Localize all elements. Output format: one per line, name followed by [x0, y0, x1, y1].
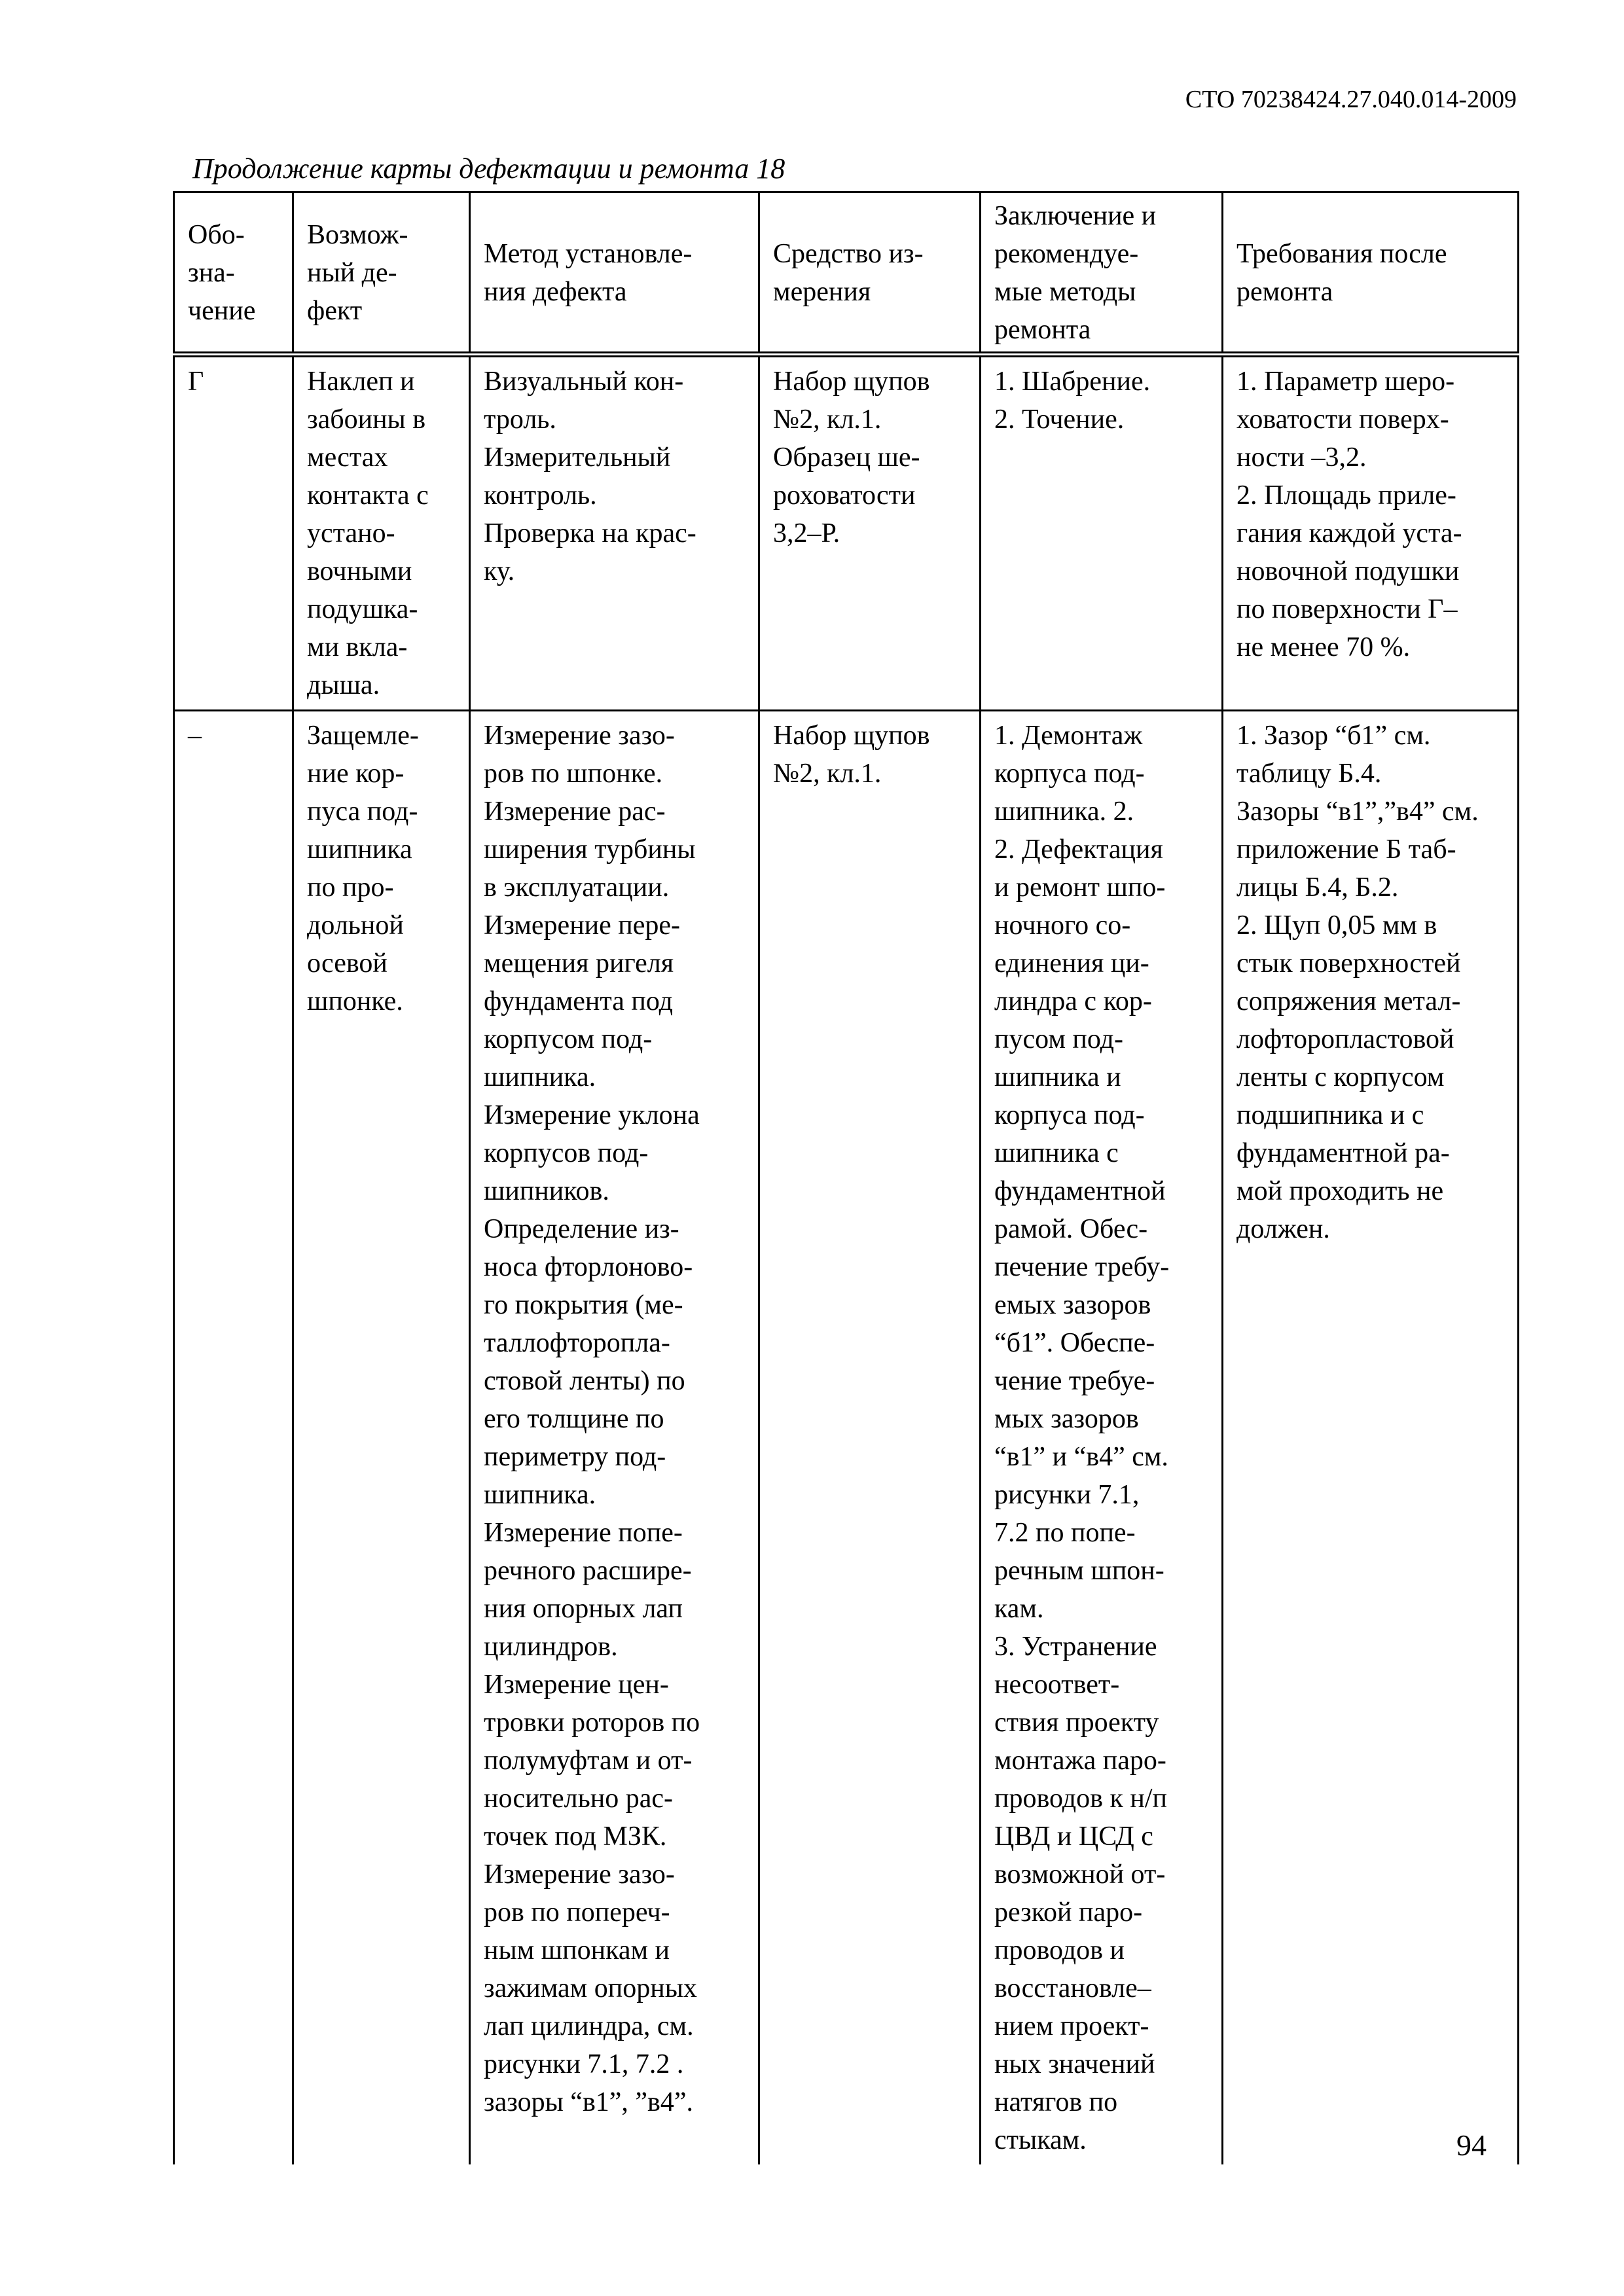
cell-designation: –	[174, 711, 293, 2165]
defect-table	[173, 191, 1519, 2164]
page-number: 94	[1456, 2128, 1487, 2162]
document-code: СТО 70238424.27.040.014-2009	[1185, 86, 1517, 113]
header-requirements: Требования после ремонта	[1223, 192, 1519, 355]
table-header-row	[174, 192, 1519, 355]
header-defect: Возмож- ный де- фект	[293, 192, 470, 355]
cell-method: Визуальный кон- троль. Измерительный контроль. Проверка на крас- ку.	[470, 355, 759, 711]
cell-instrument: Набор щупов №2, кл.1. Образец ше- роховатости 3,2–Р.	[759, 355, 981, 711]
continuation-title: Продолжение карты дефектации и ремонта 18	[192, 152, 785, 185]
header-method: Метод установле- ния дефекта	[470, 192, 759, 355]
cell-defect: Наклеп и забоины в местах контакта с устано- вочными подушка- ми вкла- дыша.	[293, 355, 470, 711]
cell-requirements: 1. Параметр шеро- ховатости поверх- ности –3,2. 2. Площадь приле- гания каждой уста- новочной подушки по поверхности Г– не менее 70 %.	[1223, 355, 1519, 711]
cell-designation: Г	[174, 355, 293, 711]
header-designation: Обо- зна- чение	[174, 192, 293, 355]
cell-conclusion: 1. Демонтаж корпуса под- шипника. 2. 2. Дефектация и ремонт шпо- ночного со- единения ци- линдра с кор- пусом под- шипника и корпуса под- шипника с фундаментной рамой. Обес- печение требу- емых зазоров “б1”. Обеспе- чение требуе- мых зазоров “в1” и “в4” см. рисунки 7.1, 7.2 по попе- речным шпон- кам. 3. Устранение несоответ- ствия проекту монтажа паро- проводов к н/п ЦВД и ЦСД с возможной от- резкой паро- проводов и восстановле– нием проект- ных значений натягов по стыкам.	[981, 711, 1223, 2165]
cell-defect: Защемле- ние кор- пуса под- шипника по про- дольной осевой шпонке.	[293, 711, 470, 2165]
cell-requirements: 1. Зазор “б1” см. таблицу Б.4. Зазоры “в1”,”в4” см. приложение Б таб- лицы Б.4, Б.2. 2. Щуп 0,05 мм в стык поверхностей сопряжения метал- лофторопластовой ленты с корпусом подшипника и с фундаментной ра- мой проходить не должен.	[1223, 711, 1519, 2165]
table-row	[174, 711, 1519, 2165]
table-row	[174, 355, 1519, 711]
header-instrument: Средство из- мерения	[759, 192, 981, 355]
cell-conclusion: 1. Шабрение. 2. Точение.	[981, 355, 1223, 711]
header-conclusion: Заключение и рекомендуе- мые методы ремонта	[981, 192, 1223, 355]
cell-method: Измерение зазо- ров по шпонке. Измерение рас- ширения турбины в эксплуатации. Измерение пере- мещения ригеля фундамента под корпусом под- шипника. Измерение уклона корпусов под- шипников. Определение из- носа фторлоново- го покрытия (ме- таллофторопла- стовой ленты) по его толщине по периметру под- шипника. Измерение попе- речного расшире- ния опорных лап цилиндров. Измерение цен- тровки роторов по полумуфтам и от- носительно рас- точек под МЗК. Измерение зазо- ров по попереч- ным шпонкам и зажимам опорных лап цилиндра, см. рисунки 7.1, 7.2 . зазоры “в1”, ”в4”.	[470, 711, 759, 2165]
cell-instrument: Набор щупов №2, кл.1.	[759, 711, 981, 2165]
defect-table-container	[173, 191, 1517, 2164]
